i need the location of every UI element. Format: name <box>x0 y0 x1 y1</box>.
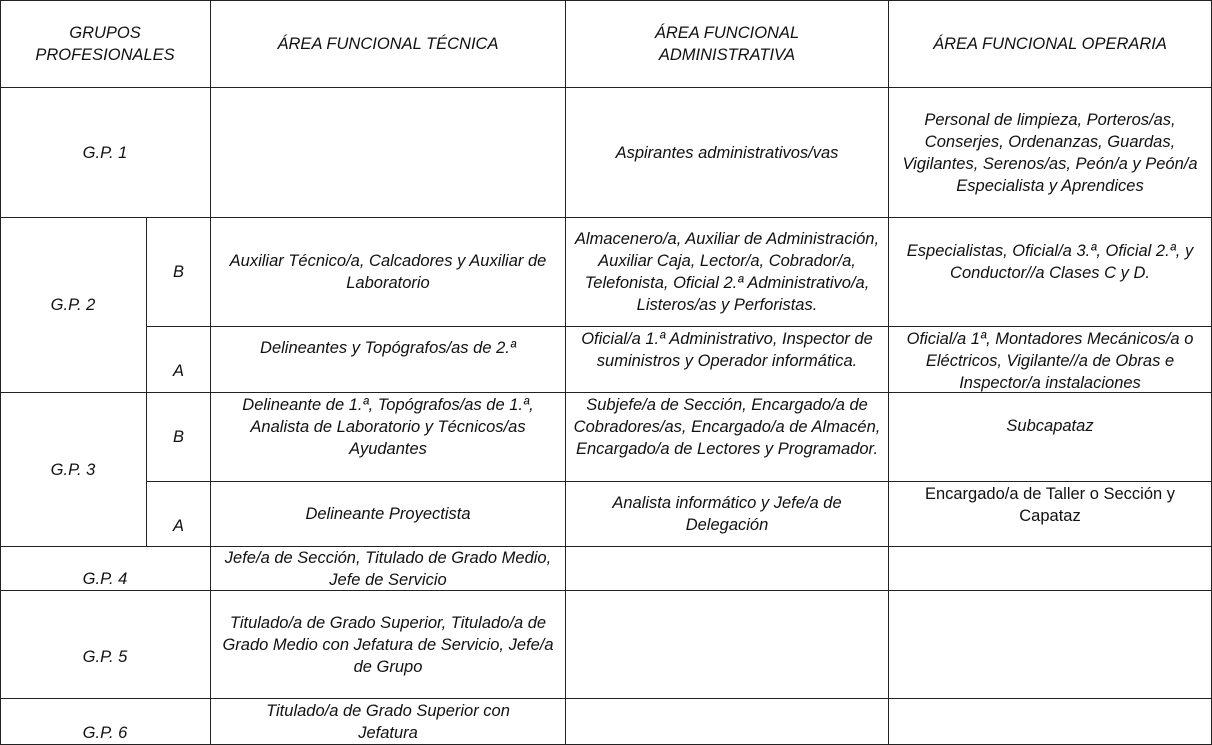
gp1-administrativa-cell: Aspirantes administrativos/vas <box>566 88 889 218</box>
gp2-b-administrativa-cell: Almacenero/a, Auxiliar de Administración, Auxiliar Caja, Lector/a, Cobrador/a, Telefonista, Oficial 2.ª Administrativo/a, Listeros/as y Perforistas. <box>566 218 889 327</box>
gp6-tecnica-cell: Titulado/a de Grado Superior con Jefatura <box>211 699 566 745</box>
gp2-a-tecnica-cell: Delineantes y Topógrafos/as de 2.ª <box>211 327 566 393</box>
gp2-a-administrativa-cell: Oficial/a 1.ª Administrativo, Inspector de suministros y Operador informática. <box>566 327 889 393</box>
gp2-b-tecnica-cell: Auxiliar Técnico/a, Calcadores y Auxiliar de Laboratorio <box>211 218 566 327</box>
gp3-sub-b: B <box>147 393 211 482</box>
gp6-administrativa-cell <box>566 699 889 745</box>
gp4-administrativa-cell <box>566 547 889 591</box>
group-label-gp1: G.P. 1 <box>0 88 211 218</box>
gp3-b-operaria-cell: Subcapataz <box>889 393 1212 482</box>
group-label-gp5: G.P. 5 <box>0 591 211 699</box>
gp1-tecnica-cell <box>211 88 566 218</box>
gp4-operaria-cell <box>889 547 1212 591</box>
gp6-operaria-cell <box>889 699 1212 745</box>
gp2-b-operaria-cell: Especialistas, Oficial/a 3.ª, Oficial 2.ª, y Conductor//a Clases C y D. <box>889 218 1212 327</box>
header-grupos-profesionales: GRUPOS PROFESIONALES <box>0 0 211 88</box>
gp5-tecnica-cell: Titulado/a de Grado Superior, Titulado/a de Grado Medio con Jefatura de Servicio, Jefe/a de Grupo <box>211 591 566 699</box>
gp2-a-operaria-cell: Oficial/a 1ª, Montadores Mecánicos/a o Eléctricos, Vigilante//a de Obras e Inspector/a instalaciones <box>889 327 1212 393</box>
group-label-gp2: G.P. 2 <box>0 218 147 393</box>
gp2-sub-b: B <box>147 218 211 327</box>
gp3-a-administrativa-cell: Analista informático y Jefe/a de Delegación <box>566 482 889 547</box>
gp2-sub-a: A <box>147 327 211 393</box>
gp1-operaria-cell: Personal de limpieza, Porteros/as, Conserjes, Ordenanzas, Guardas, Vigilantes, Serenos/as, Peón/a y Peón/a Especialista y Aprendices <box>889 88 1212 218</box>
group-label-gp4: G.P. 4 <box>0 547 211 591</box>
gp5-operaria-cell <box>889 591 1212 699</box>
gp3-b-administrativa-cell: Subjefe/a de Sección, Encargado/a de Cobradores/as, Encargado/a de Almacén, Encargado/a de Lectores y Programador. <box>566 393 889 482</box>
gp3-sub-a: A <box>147 482 211 547</box>
gp3-a-tecnica-cell: Delineante Proyectista <box>211 482 566 547</box>
header-area-tecnica: ÁREA FUNCIONAL TÉCNICA <box>211 0 566 88</box>
group-label-gp3: G.P. 3 <box>0 393 147 547</box>
header-area-administrativa: ÁREA FUNCIONAL ADMINISTRATIVA <box>566 0 889 88</box>
gp4-tecnica-cell: Jefe/a de Sección, Titulado de Grado Medio, Jefe de Servicio <box>211 547 566 591</box>
group-label-gp6: G.P. 6 <box>0 699 211 745</box>
header-area-operaria: ÁREA FUNCIONAL OPERARIA <box>889 0 1212 88</box>
gp3-b-tecnica-cell: Delineante de 1.ª, Topógrafos/as de 1.ª, Analista de Laboratorio y Técnicos/as Ayudantes <box>211 393 566 482</box>
gp3-a-operaria-cell: Encargado/a de Taller o Sección y Capataz <box>889 482 1212 547</box>
gp5-administrativa-cell <box>566 591 889 699</box>
